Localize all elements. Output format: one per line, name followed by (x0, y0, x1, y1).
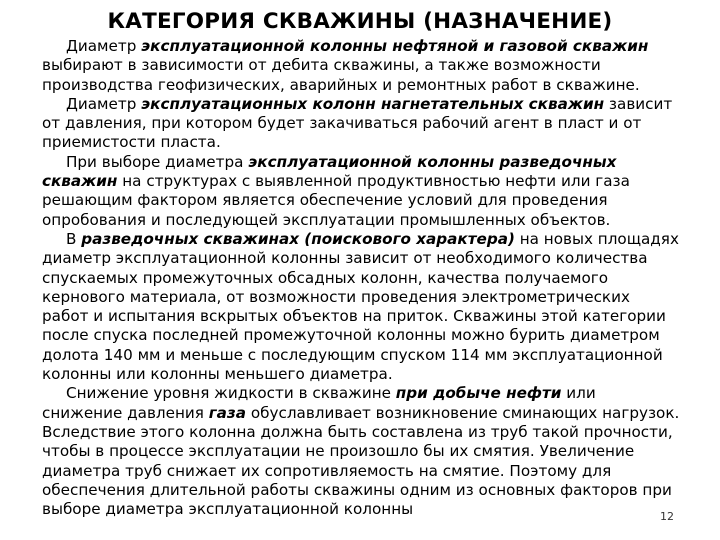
emphasized-text: эксплуатационной колонны нефтяной и газовой скважин (141, 37, 649, 55)
text-run: Диаметр (66, 94, 142, 113)
text-run: выбирают в зависимости от дебита скважины, а также возможности производства геофизических, аварийных и ремонтных работ в скважине. (42, 56, 640, 94)
text-run: обуславливает возникновение сминающих нагрузок. Вследствие этого колонна должна быть составлена из труб такой прочности, чтобы в процессе эксплуатации не произошло бы их смятия. Увеличение диаметра труб снижает их сопротивляемость на смятие. Поэтому для обеспечения длительной работы скважины одним из основных факторов при выборе диаметра эксплуатационной колонны (42, 403, 680, 519)
emphasized-text: эксплуатационной колонны разведочных скважин (42, 152, 617, 191)
paragraph (42, 37, 680, 95)
slide-body (42, 37, 680, 519)
text-run: зависит от давления, при котором будет закачиваться рабочий агент в пласт и от приемистости пласта. (42, 94, 673, 152)
paragraph (42, 230, 680, 384)
text-run: Снижение уровня жидкости в скважине (66, 384, 396, 403)
text-run: При выборе диаметра (66, 152, 249, 171)
paragraph (42, 384, 680, 519)
emphasized-text: разведочных скважинах (поискового характера) (81, 229, 515, 248)
text-run: В (66, 229, 82, 248)
emphasized-text: при добыче нефти (395, 384, 562, 403)
emphasized-text: газа (208, 403, 246, 422)
text-run: на новых площадях диаметр эксплуатационной колонны зависит от необходимого количества спускаемых промежуточных обсадных колонн, качества получаемого кернового материала, от возможности проведения электрометрических работ и испытания вскрытых объектов на приток. Скважины этой категории после спуска последней промежуточной колонны можно бурить диаметром долота 140 мм и меньше с последующим спуском 114 мм эксплуатационной колонны или колонны меньшего диаметра. (42, 229, 679, 384)
paragraph (42, 95, 680, 153)
text-run: или снижение давления (42, 384, 596, 422)
paragraph (42, 153, 680, 230)
text-run: Диаметр (66, 37, 142, 55)
emphasized-text: эксплуатационных колонн нагнетательных скважин (141, 94, 605, 113)
page-number: 12 (660, 510, 674, 523)
text-run: на структурах с выявленной продуктивностью нефти или газа решающим фактором является обеспечение условий для проведения опробования и последующей эксплуатации промышленных объектов. (42, 172, 630, 229)
slide-title: КАТЕГОРИЯ СКВАЖИНЫ (НАЗНАЧЕНИЕ) (107, 9, 613, 34)
